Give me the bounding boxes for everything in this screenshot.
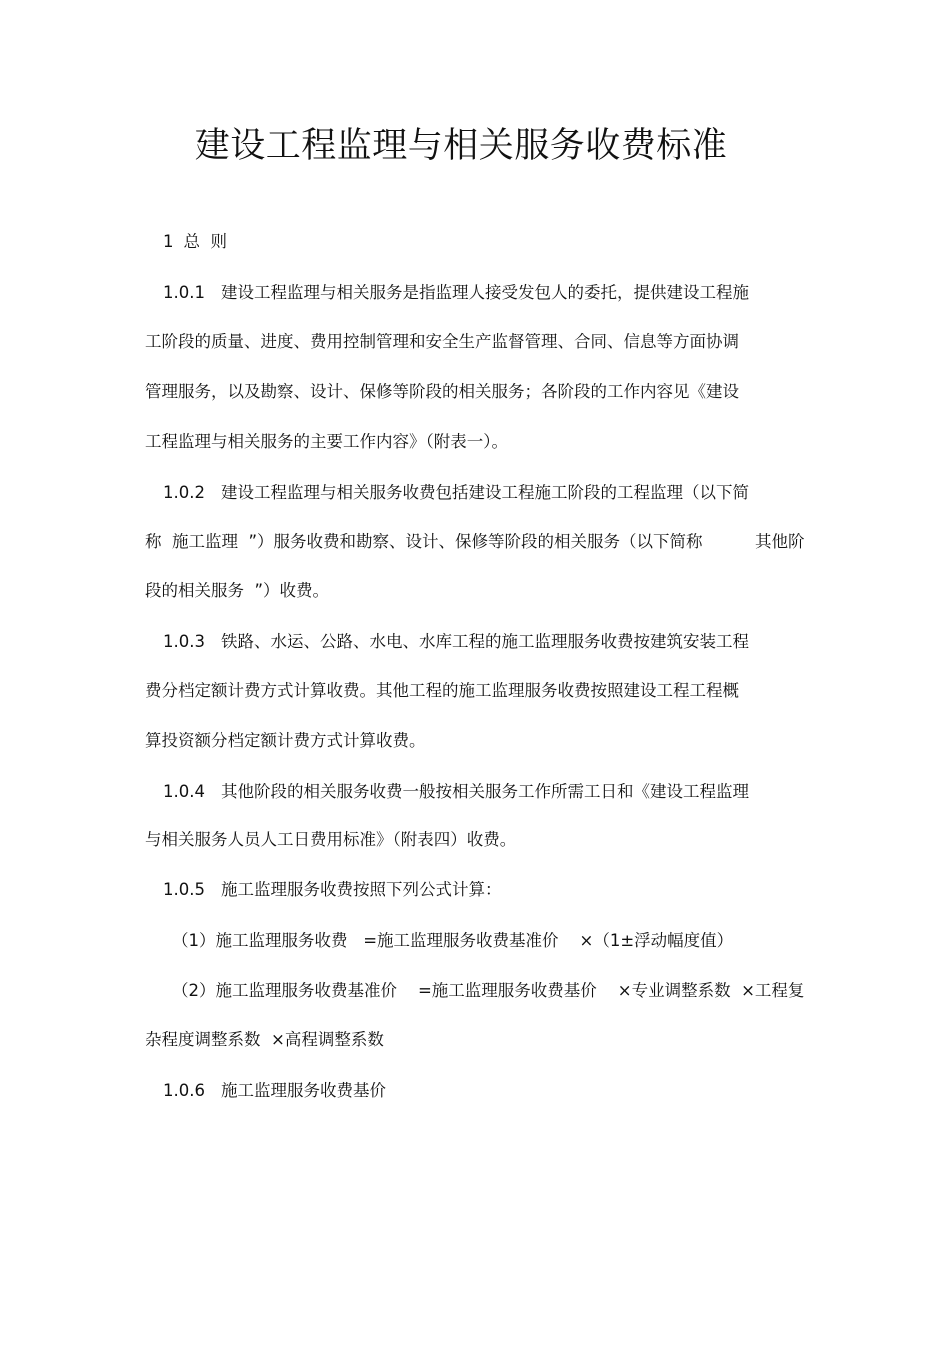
clause-number: 1.0.5 <box>163 880 205 899</box>
paragraph-line: 工程监理与相关服务的主要工作内容》（附表一）。 <box>145 432 508 451</box>
paragraph-line: 称 施工监理 ”）服务收费和勘察、设计、保修等阶段的相关服务（以下简称 其他阶 <box>145 532 805 551</box>
line-text: 铁路、水运、公路、水电、水库工程的施工监理服务收费按建筑安装工程 <box>220 632 749 651</box>
paragraph-line <box>163 630 749 654</box>
clause-number: 1.0.2 <box>163 483 205 502</box>
line-text: 建设工程监理与相关服务是指监理人接受发包人的委托，提供建设工程施 <box>220 283 749 302</box>
paragraph-line: 与相关服务人员人工日费用标准》（附表四）收费。 <box>145 830 517 849</box>
paragraph-line: 段的相关服务 ”）收费。 <box>145 581 330 600</box>
paragraph-line <box>163 481 749 505</box>
paragraph-line <box>163 1079 386 1103</box>
section-heading <box>163 230 227 254</box>
paragraph-line <box>163 281 749 305</box>
section-heading-text: 总 则 <box>183 232 227 251</box>
paragraph-line <box>163 780 749 804</box>
paragraph-line: 费分档定额计费方式计算收费。其他工程的施工监理服务收费按照建设工程工程概 <box>145 681 739 700</box>
formula-line: （1）施工监理服务收费 =施工监理服务收费基准价 ×（1±浮动幅度值） <box>172 931 734 950</box>
formula-line: 杂程度调整系数 ×高程调整系数 <box>145 1030 384 1049</box>
paragraph-line: 管理服务，以及勘察、设计、保修等阶段的相关服务；各阶段的工作内容见《建设 <box>145 382 739 401</box>
formula-line: （2）施工监理服务收费基准价 =施工监理服务收费基价 ×专业调整系数 ×工程复 <box>172 981 805 1000</box>
line-text: 建设工程监理与相关服务收费包括建设工程施工阶段的工程监理（以下简 <box>220 483 749 502</box>
paragraph-line: 算投资额分档定额计费方式计算收费。 <box>145 731 426 750</box>
clause-number: 1.0.6 <box>163 1081 205 1100</box>
line-text: 施工监理服务收费按照下列公式计算： <box>220 880 502 899</box>
line-text: 其他阶段的相关服务收费一般按相关服务工作所需工日和《建设工程监理 <box>220 782 749 801</box>
clause-number: 1.0.3 <box>163 632 205 651</box>
clause-number: 1.0.4 <box>163 782 205 801</box>
line-text: 施工监理服务收费基价 <box>220 1081 386 1100</box>
paragraph-line <box>163 878 501 902</box>
paragraph-line: 工阶段的质量、进度、费用控制管理和安全生产监督管理、合同、信息等方面协调 <box>145 332 739 351</box>
document-title: 建设工程监理与相关服务收费标准 <box>194 126 728 166</box>
section-number: 1 <box>163 232 174 251</box>
clause-number: 1.0.1 <box>163 283 205 302</box>
